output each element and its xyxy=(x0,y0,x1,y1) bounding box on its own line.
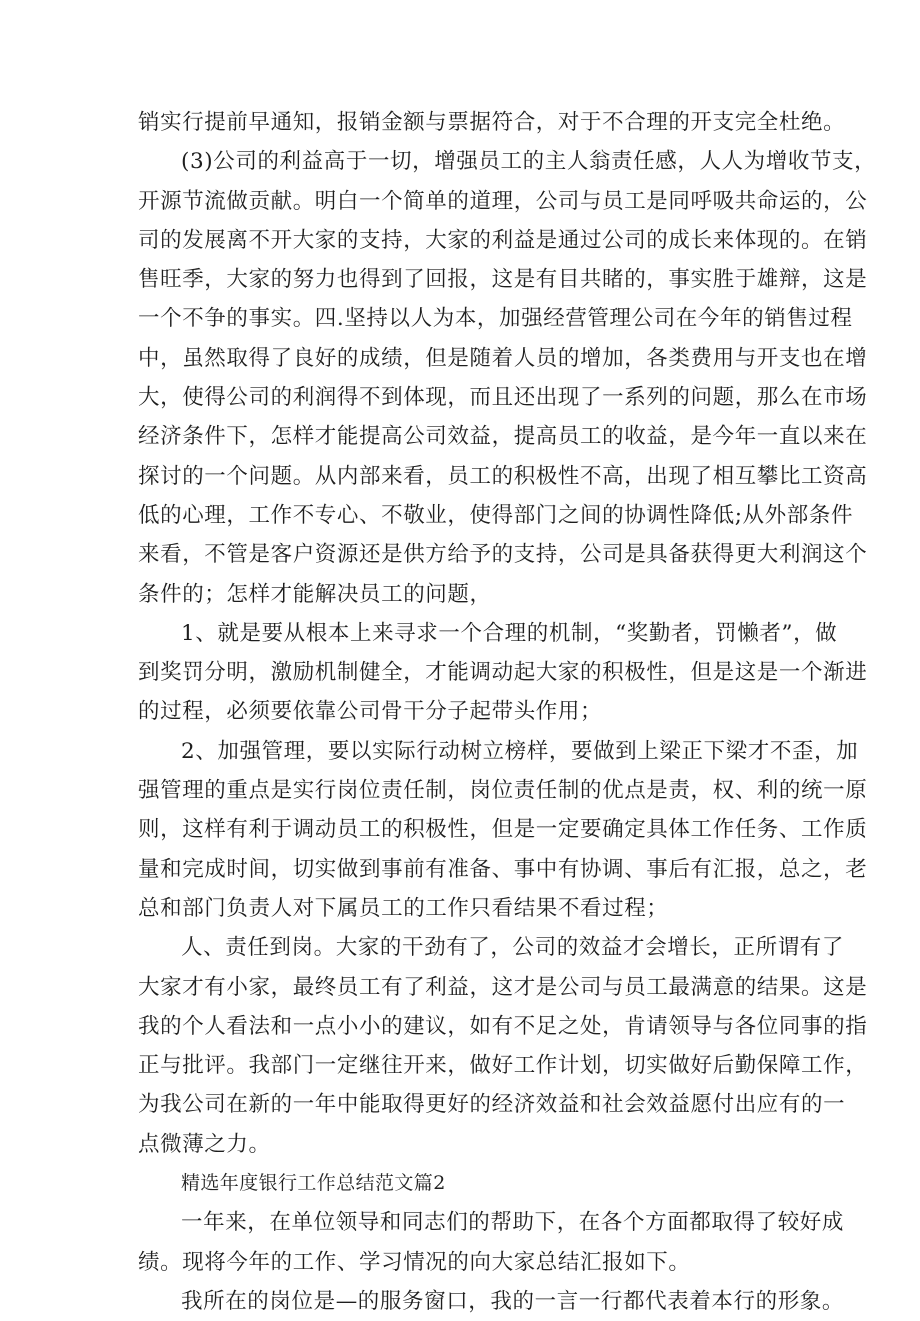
text-line: 我所在的岗位是—的服务窗口，我的一言一行都代表着本行的形象。 xyxy=(181,1288,845,1314)
text-line: 探讨的一个问题。从内部来看，员工的积极性不高，出现了相互攀比工资高 xyxy=(138,463,868,489)
text-line: 低的心理，工作不专心、不敬业，使得部门之间的协调性降低;从外部条件 xyxy=(138,502,854,528)
text-line: 则，这样有利于调动员工的积极性，但是一定要确定具体工作任务、工作质 xyxy=(138,817,868,843)
text-line: 人、责任到岗。大家的干劲有了，公司的效益才会增长，正所谓有了 xyxy=(181,935,845,961)
text-line: 大，使得公司的利润得不到体现，而且还出现了一系列的问题，那么在市场 xyxy=(138,385,868,411)
text-line: 一个不争的事实。四.坚持以人为本，加强经营管理公司在今年的销售过程 xyxy=(138,306,853,332)
text-line: 点微薄之力。 xyxy=(138,1131,271,1157)
text-line: 1、就是要从根本上来寻求一个合理的机制，“奖勤者，罚懒者”，做 xyxy=(181,620,838,646)
text-line: 量和完成时间，切实做到事前有准备、事中有协调、事后有汇报，总之，老 xyxy=(138,856,868,882)
document-body xyxy=(138,103,877,1321)
text-line: 我的个人看法和一点小小的建议，如有不足之处，肯请领导与各位同事的指 xyxy=(138,1013,868,1039)
text-line: (3)公司的利益高于一切，增强员工的主人翁责任感，人人为增收节支， xyxy=(181,149,877,175)
text-line: 2、加强管理，要以实际行动树立榜样，要做到上梁正下梁才不歪，加 xyxy=(181,738,859,764)
text-line: 到奖罚分明，激励机制健全，才能调动起大家的积极性，但是这是一个渐进 xyxy=(138,660,868,686)
text-line: 的过程，必须要依靠公司骨干分子起带头作用； xyxy=(138,699,603,725)
text-line: 绩。现将今年的工作、学习情况的向大家总结汇报如下。 xyxy=(138,1249,691,1275)
text-line: 强管理的重点是实行岗位责任制，岗位责任制的优点是责，权、利的统一原 xyxy=(138,778,868,804)
text-line: 总和部门负责人对下属员工的工作只看结果不看过程； xyxy=(138,895,669,921)
text-line: 中，虽然取得了良好的成绩，但是随着人员的增加，各类费用与开支也在增 xyxy=(138,345,868,371)
text-line: 大家才有小家，最终员工有了利益，这才是公司与员工最满意的结果。这是 xyxy=(138,974,868,1000)
text-line: 经济条件下，怎样才能提高公司效益，提高员工的收益，是今年一直以来在 xyxy=(138,424,868,450)
text-line: 司的发展离不开大家的支持，大家的利益是通过公司的成长来体现的。在销 xyxy=(138,227,868,253)
text-line: 售旺季，大家的努力也得到了回报，这是有目共睹的，事实胜于雄辩，这是 xyxy=(138,267,868,293)
text-line: 正与批评。我部门一定继往开来，做好工作计划，切实做好后勤保障工作， xyxy=(138,1053,868,1079)
text-line: 开源节流做贡献。明白一个简单的道理，公司与员工是同呼吸共命运的，公 xyxy=(138,188,868,214)
text-line: 一年来，在单位领导和同志们的帮助下，在各个方面都取得了较好成 xyxy=(181,1210,845,1236)
text-line: 来看，不管是客户资源还是供方给予的支持，公司是具备获得更大利润这个 xyxy=(138,542,868,568)
text-line: 销实行提前早通知，报销金额与票据符合，对于不合理的开支完全杜绝。 xyxy=(138,110,846,135)
text-line: 为我公司在新的一年中能取得更好的经济效益和社会效益愿付出应有的一 xyxy=(138,1092,846,1118)
text-line: 条件的；怎样才能解决员工的问题， xyxy=(138,581,492,607)
section-heading: 精选年度银行工作总结范文篇2 xyxy=(181,1172,446,1195)
